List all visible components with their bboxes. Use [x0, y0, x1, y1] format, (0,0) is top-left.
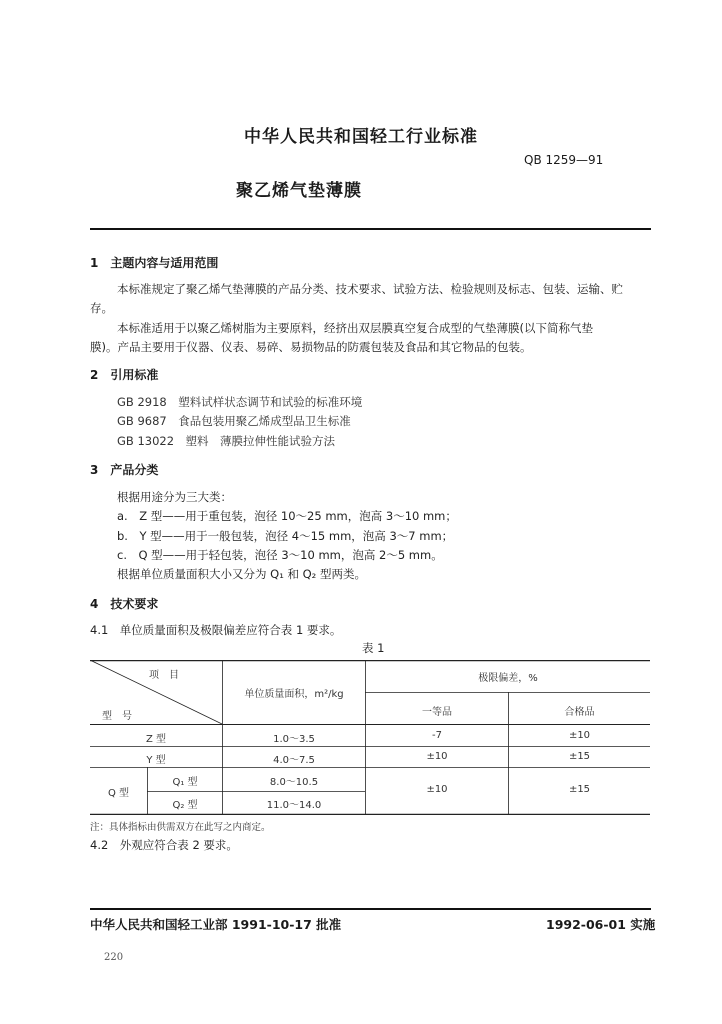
clause-4-1: 4.1 单位质量面积及极限偏差应符合表 1 要求。: [90, 623, 342, 637]
row-area: 1.0～3.5: [273, 734, 315, 745]
q-sub-area: 8.0～10.5: [269, 777, 319, 788]
table-1-note: 注：具体指标由供需双方在此写之内商定。: [90, 822, 271, 833]
reference-item: GB 2918 塑料试样状态调节和试验的标准环境: [117, 395, 363, 409]
table-1-caption: 表 1: [362, 641, 385, 655]
classification-item: c. Q 型——用于轻包装，泡径 3～10 mm，泡高 2～5 mm。: [117, 548, 443, 562]
section-1-para-2-line-1: 本标准适用于以聚乙烯树脂为主要原料，经挤出双层膜真空复合成型的气垫薄膜(以下简称气垫: [117, 321, 593, 335]
header-rule: [90, 228, 651, 230]
implementation-date: 1992-06-01 实施: [546, 917, 656, 932]
section-1-para-1-line-1: 本标准规定了聚乙烯气垫薄膜的产品分类、技术要求、试验方法、检验规则及标志、包装、运输、贮: [117, 282, 623, 296]
row-model: Y 型: [146, 755, 166, 766]
section-1-para-1-line-2: 存。: [90, 301, 113, 315]
q-grade-qualified: ±15: [568, 784, 591, 795]
page-number: 220: [104, 952, 124, 963]
footer-rule: [90, 908, 651, 910]
row-grade-first: ±10: [426, 751, 448, 762]
clause-4-2: 4.2 外观应符合表 2 要求。: [90, 838, 238, 852]
approval-line: 中华人民共和国轻工业部 1991-10-17 批准: [90, 917, 342, 932]
row-model: Z 型: [145, 734, 167, 745]
section-1-para-2-line-2: 膜)。产品主要用于仪器、仪表、易碎、易损物品的防震包装及食品和其它物品的包装。: [90, 340, 532, 354]
q-group-model: Q 型: [107, 788, 130, 799]
classification-item: a. Z 型——用于重包装，泡径 10～25 mm，泡高 3～10 mm；: [117, 509, 457, 523]
section-2-heading: 2 引用标准: [90, 368, 159, 382]
section-4-heading: 4 技术要求: [90, 597, 159, 611]
section-3-outro: 根据单位质量面积大小又分为 Q₁ 和 Q₂ 型两类。: [117, 567, 366, 581]
row-grade-qualified: ±15: [568, 751, 591, 762]
q-sub-model: Q₂ 型: [172, 800, 198, 811]
reference-item: GB 9687 食品包装用聚乙烯成型品卫生标准: [117, 414, 351, 428]
header-grade-first: 一等品: [422, 707, 452, 718]
header-grade-qualified: 合格品: [564, 707, 595, 718]
section-3-intro: 根据用途分为三大类：: [117, 490, 232, 504]
reference-item: GB 13022 塑料 薄膜拉伸性能试验方法: [117, 434, 336, 448]
document-title: 聚乙烯气垫薄膜: [236, 181, 362, 201]
header-deviation: 极限偏差，%: [478, 673, 538, 684]
standard-number: QB 1259—91: [524, 153, 604, 167]
q-sub-model: Q₁ 型: [172, 777, 198, 788]
row-area: 4.0～7.5: [273, 755, 315, 766]
header-item: 项 目: [149, 670, 179, 681]
header-model: 型 号: [102, 711, 132, 722]
classification-item: b. Y 型——用于一般包装，泡径 4～15 mm，泡高 3～7 mm；: [117, 529, 454, 543]
q-sub-area: 11.0～14.0: [266, 800, 322, 811]
header-area: 单位质量面积，m²/kg: [244, 689, 344, 700]
table-1: [90, 660, 650, 815]
row-grade-qualified: ±10: [568, 730, 591, 741]
q-grade-first: ±10: [426, 784, 448, 795]
org-title: 中华人民共和国轻工行业标准: [244, 127, 478, 147]
row-grade-first: -7: [432, 730, 442, 741]
section-3-heading: 3 产品分类: [90, 463, 159, 477]
section-1-heading: 1 主题内容与适用范围: [90, 256, 219, 270]
